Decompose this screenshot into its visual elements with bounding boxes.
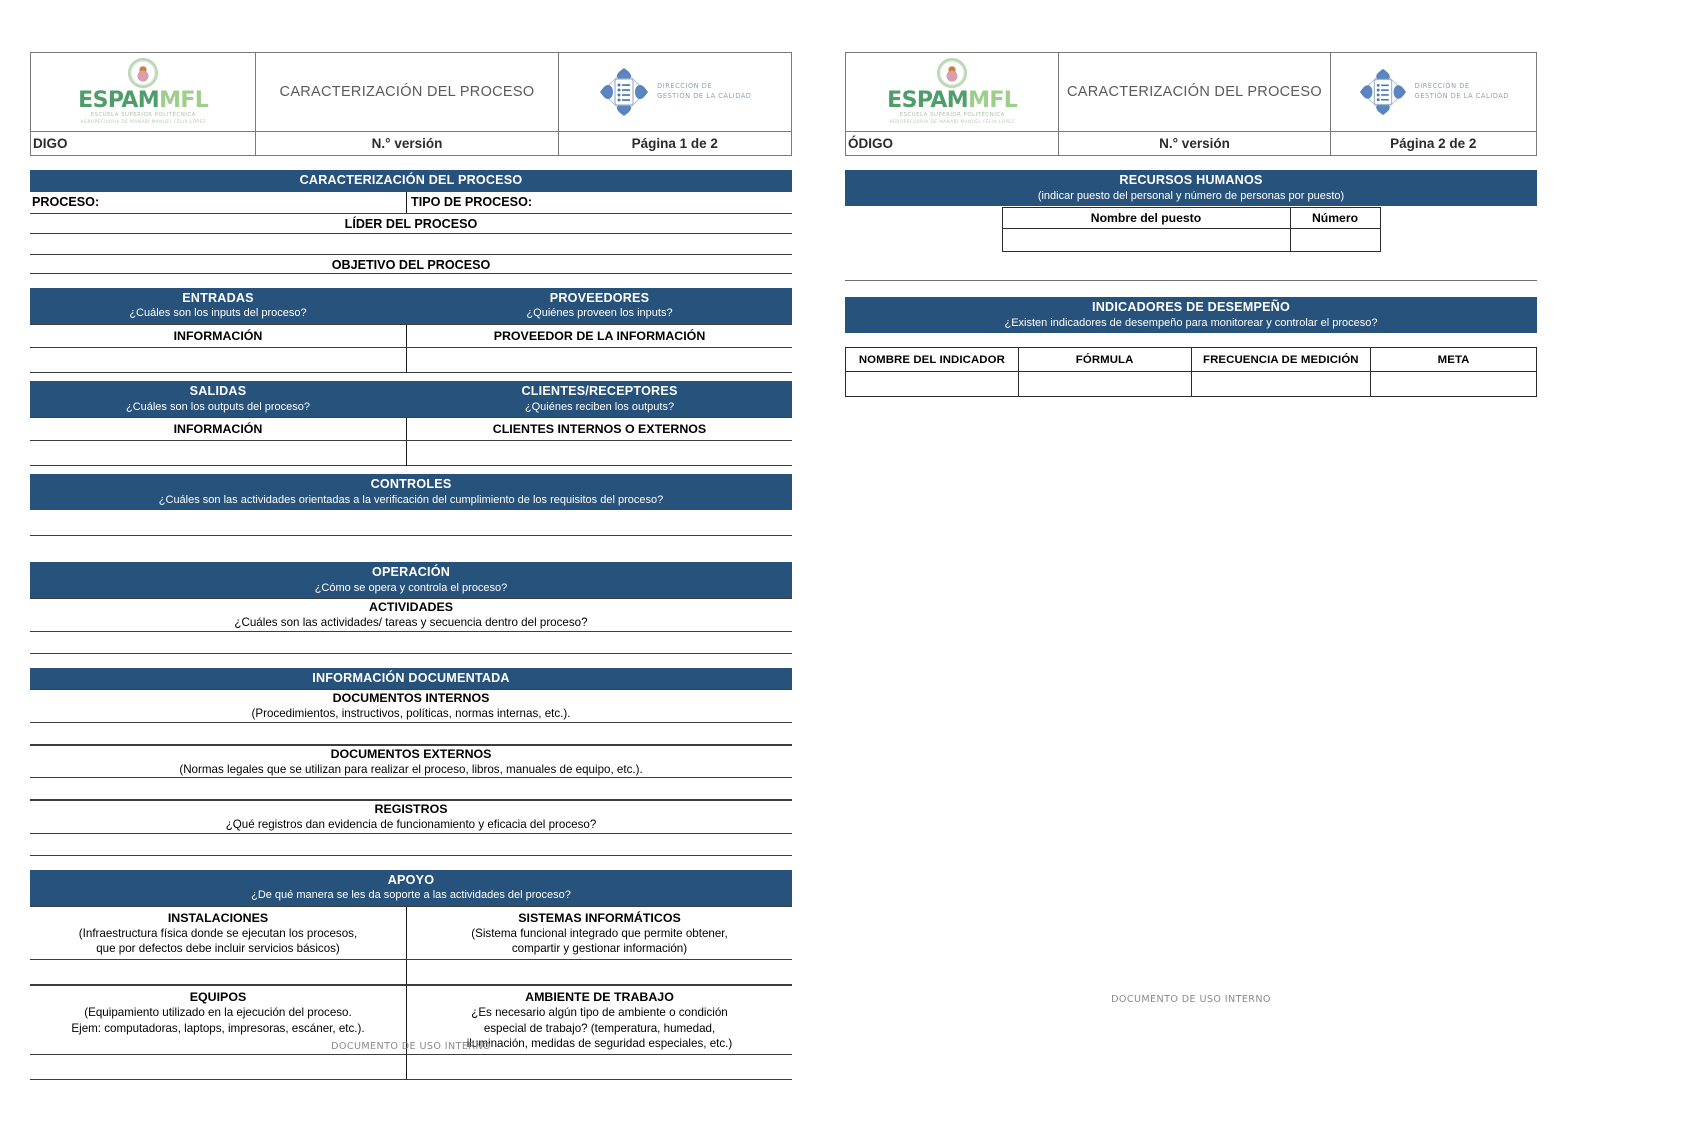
entradas-title: ENTRADAS: [182, 290, 254, 305]
proveedores-subheader: PROVEEDOR DE LA INFORMACIÓN: [406, 325, 792, 347]
page2-title-cell: [1059, 53, 1330, 131]
page1-title-cell: [256, 53, 558, 131]
instalaciones-title: INSTALACIONES: [167, 910, 269, 925]
tipo-proceso-field-label: TIPO DE PROCESO:: [406, 192, 792, 213]
page2-footer-note: DOCUMENTO DE USO INTERNO: [1111, 994, 1271, 1005]
proveedores-title: PROVEEDORES: [549, 290, 650, 305]
espam-seal-icon: [128, 58, 158, 88]
spacer: [30, 856, 792, 870]
proveedores-header: [406, 288, 792, 324]
instalaciones-note-line1: (Infraestructura física donde se ejecutan los procesos,: [78, 926, 358, 940]
entradas-proveedores-band: [30, 288, 792, 324]
clientes-input[interactable]: [406, 441, 792, 466]
clientes-question: ¿Quiénes reciben los outputs?: [524, 400, 675, 413]
entradas-proveedores-input-row: [30, 348, 792, 373]
salidas-header: [30, 381, 406, 417]
espam-wordmark-2: [887, 90, 1017, 112]
spacer: [30, 536, 792, 562]
page-title-2: CARACTERIZACIÓN DEL PROCESO: [1067, 84, 1322, 100]
instalaciones-sistemas-header: [30, 906, 792, 961]
registros-header: [30, 800, 792, 833]
codigo-label: DIGO: [31, 132, 256, 155]
documentos-internos-header: [30, 689, 792, 722]
section-caracterizacion-title: CARACTERIZACIÓN DEL PROCESO: [299, 173, 523, 187]
informacion-documentada-title: INFORMACIÓN DOCUMENTADA: [312, 670, 510, 685]
section-caracterizacion-band: [30, 170, 792, 192]
indicadores-table: [845, 347, 1537, 397]
recursos-humanos-table: [1002, 207, 1381, 252]
quality-badge-text: [657, 82, 751, 101]
proceso-row: [30, 192, 792, 214]
informacion-documentada-band: [30, 668, 792, 690]
proveedores-question: ¿Quiénes proveen los inputs?: [526, 307, 673, 320]
espam-logo-cell: [31, 53, 256, 131]
clientes-subheader: CLIENTES INTERNOS O EXTERNOS: [406, 418, 792, 440]
page1-footer-note: DOCUMENTO DE USO INTERNO: [331, 1041, 491, 1052]
documentos-externos-note: (Normas legales que se utilizan para realizar el proceso, libros, manuales de equipo, etc.).: [179, 762, 643, 776]
sistemas-note-line1: (Sistema funcional integrado que permite obtener,: [471, 926, 728, 940]
sistemas-header: [406, 907, 792, 960]
espam-logo-2: [887, 58, 1017, 124]
operacion-band: [30, 562, 792, 598]
ind-col-frecuencia: FRECUENCIA DE MEDICIÓN: [1191, 348, 1371, 372]
spacer: [30, 654, 792, 668]
quality-logo: [598, 66, 751, 118]
espam-name-part2-2: MFL: [968, 88, 1018, 114]
espam-name-part1-2: ESPAM: [887, 88, 969, 114]
quality-badge-cell: [559, 53, 791, 131]
ambiente-title: AMBIENTE DE TRABAJO: [525, 990, 674, 1005]
quality-badge-line1: DIRECCIÓN DE: [657, 82, 713, 91]
page-title: CARACTERIZACIÓN DEL PROCESO: [279, 84, 535, 100]
quality-badge-text-2: [1415, 82, 1509, 101]
recursos-humanos-question: (indicar puesto del personal y número de personas por puesto): [1037, 189, 1345, 202]
equipos-note-line1: (Equipamiento utilizado en la ejecución del proceso.: [84, 1006, 352, 1020]
operacion-question: ¿Cómo se opera y controla el proceso?: [314, 581, 508, 594]
apoyo-band: [30, 870, 792, 906]
ind-col-meta: META: [1371, 348, 1537, 372]
entradas-input[interactable]: [30, 348, 406, 373]
rh-col-numero: Número: [1290, 208, 1380, 229]
page1-header: [30, 52, 792, 131]
documentos-internos-note: (Procedimientos, instructivos, políticas, normas internas, etc.).: [251, 707, 571, 721]
registros-title: REGISTROS: [374, 802, 448, 817]
version-label: N.° versión: [256, 132, 558, 155]
quality-badge-cell-2: [1331, 53, 1536, 131]
ambiente-input[interactable]: [406, 1055, 792, 1080]
ambiente-note-line3: iluminación, medidas de seguridad especiales, etc.): [466, 1037, 733, 1050]
ind-col-formula: FÓRMULA: [1018, 348, 1191, 372]
espam-name-part2: MFL: [159, 88, 209, 114]
quality-badge-line1-2: DIRECCIÓN DE: [1414, 82, 1470, 91]
table-header-row: [846, 348, 1537, 372]
sistemas-title: SISTEMAS INFORMÁTICOS: [518, 910, 681, 925]
recursos-humanos-title: RECURSOS HUMANOS: [1119, 173, 1263, 187]
operacion-title: OPERACIÓN: [371, 565, 451, 580]
actividades-title: ACTIVIDADES: [369, 600, 453, 615]
spacer: [845, 156, 1537, 170]
codigo-label-2: ÓDIGO: [846, 132, 1059, 155]
equipos-ambiente-input-row: [30, 1055, 792, 1080]
lider-proceso-label: LÍDER DEL PROCESO: [30, 214, 792, 234]
clientes-title: CLIENTES/RECEPTORES: [521, 383, 678, 398]
documentos-internos-title: DOCUMENTOS INTERNOS: [332, 691, 490, 706]
salidas-question: ¿Cuáles son los outputs del proceso?: [125, 400, 311, 413]
actividades-question: ¿Cuáles son las actividades/ tareas y secuencia dentro del proceso?: [234, 616, 588, 630]
page2-subheader: [845, 131, 1537, 156]
page-number-label-2: Página 2 de 2: [1390, 136, 1477, 151]
page1-subheader: [30, 131, 792, 156]
ind-cell-formula[interactable]: [1018, 372, 1191, 397]
quality-logo-2: [1358, 67, 1509, 117]
controles-input[interactable]: [30, 510, 792, 536]
salidas-clientes-band: [30, 381, 792, 417]
controles-question: ¿Cuáles son las actividades orientadas a la verificación del cumplimiento de los requisitos del proceso?: [158, 493, 664, 506]
actividades-header: [30, 598, 792, 631]
ambiente-note-line2: especial de trabajo? (temperatura, humedad,: [483, 1021, 716, 1035]
salidas-subheader: INFORMACIÓN: [173, 421, 263, 436]
lider-proceso-value[interactable]: [30, 234, 792, 254]
espam-wordmark: [78, 90, 208, 112]
objetivo-proceso-label: OBJETIVO DEL PROCESO: [30, 254, 792, 274]
quality-badge-line2-2: GESTIÓN DE LA CALIDAD: [1414, 92, 1509, 100]
recursos-humanos-band: [845, 170, 1537, 206]
rh-cell-nombre-puesto[interactable]: [1002, 229, 1290, 252]
ind-cell-meta[interactable]: [1371, 372, 1537, 397]
espam-subtitle-2-2: AGROPECUARIA DE MANABÍ MANUEL FÉLIX LÓPEZ: [889, 118, 1015, 124]
salidas-clientes-input-row: [30, 441, 792, 466]
document-page-1: [30, 0, 792, 1080]
instalaciones-sistemas-input-row: [30, 960, 792, 985]
entradas-subheader: INFORMACIÓN: [173, 328, 263, 343]
rh-col-nombre-puesto: Nombre del puesto: [1002, 208, 1290, 229]
espam-subtitle-1-2: ESCUELA SUPERIOR POLITÉCNICA: [899, 112, 1005, 119]
apoyo-question: ¿De qué manera se les da soporte a las actividades del proceso?: [251, 889, 571, 902]
spacer: [30, 373, 792, 381]
salidas-input[interactable]: [30, 441, 406, 466]
indicadores-band: [845, 297, 1537, 333]
instalaciones-header: [30, 907, 406, 960]
proveedores-input[interactable]: [406, 348, 792, 373]
spacer: [30, 466, 792, 474]
version-label-2: N.° versión: [1059, 132, 1330, 155]
espam-subtitle-2: AGROPECUARIA DE MANABÍ MANUEL FÉLIX LÓPEZ: [80, 118, 206, 124]
quality-diamond-icon: [598, 66, 650, 118]
espam-subtitle-1: ESCUELA SUPERIOR POLITÉCNICA: [90, 112, 196, 119]
table-row: [846, 372, 1537, 397]
ind-col-nombre: NOMBRE DEL INDICADOR: [846, 348, 1019, 372]
entradas-proveedores-subheader: [30, 324, 792, 348]
spacer: [845, 281, 1537, 297]
clientes-header: [406, 381, 792, 417]
spacer: [30, 156, 792, 170]
documentos-externos-title: DOCUMENTOS EXTERNOS: [330, 746, 492, 761]
espam-logo-cell-2: [846, 53, 1059, 131]
table-row: [1002, 229, 1380, 252]
controles-band: [30, 474, 792, 510]
registros-input[interactable]: [30, 834, 792, 856]
spacer: [30, 274, 792, 288]
entradas-question: ¿Cuáles son los inputs del proceso?: [129, 307, 307, 320]
indicadores-question: ¿Existen indicadores de desempeño para monitorear y controlar el proceso?: [1004, 316, 1378, 329]
espam-seal-icon-2: [937, 58, 967, 88]
documentos-internos-input[interactable]: [30, 723, 792, 745]
quality-diamond-icon-2: [1358, 67, 1408, 117]
equipos-title: EQUIPOS: [189, 990, 247, 1005]
salidas-clientes-subheader: [30, 417, 792, 441]
entradas-header: [30, 288, 406, 324]
sistemas-input[interactable]: [406, 960, 792, 985]
apoyo-title: APOYO: [387, 872, 435, 887]
page2-header: [845, 52, 1537, 131]
documentos-externos-header: [30, 745, 792, 778]
controles-title: CONTROLES: [370, 477, 452, 492]
rh-cell-numero[interactable]: [1290, 229, 1380, 252]
document-page-2: [845, 0, 1537, 397]
equipos-input[interactable]: [30, 1055, 406, 1080]
actividades-input[interactable]: [30, 632, 792, 654]
recursos-humanos-table-wrap: [845, 207, 1537, 252]
page-number-label: Página 1 de 2: [631, 136, 718, 151]
table-header-row: [1002, 208, 1380, 229]
registros-question: ¿Qué registros dan evidencia de funcionamiento y eficacia del proceso?: [225, 818, 597, 832]
instalaciones-input[interactable]: [30, 960, 406, 985]
proceso-field-label: PROCESO:: [32, 195, 100, 210]
ind-cell-frecuencia[interactable]: [1191, 372, 1371, 397]
sistemas-note-line2: compartir y gestionar información): [511, 941, 688, 955]
espam-logo: [78, 58, 208, 124]
quality-badge-line2: GESTIÓN DE LA CALIDAD: [657, 92, 752, 100]
indicadores-title: INDICADORES DE DESEMPEÑO: [1092, 300, 1290, 315]
equipos-note-line2: Ejem: computadoras, laptops, impresoras, escáner, etc.).: [71, 1021, 365, 1035]
instalaciones-note-line2: que por defectos debe incluir servicios básicos): [96, 941, 340, 955]
espam-name-part1: ESPAM: [78, 88, 160, 114]
salidas-title: SALIDAS: [189, 383, 247, 398]
documentos-externos-input[interactable]: [30, 778, 792, 800]
spacer: [845, 252, 1537, 280]
ambiente-note-line1: ¿Es necesario algún tipo de ambiente o condición: [471, 1006, 728, 1020]
ind-cell-nombre[interactable]: [846, 372, 1019, 397]
